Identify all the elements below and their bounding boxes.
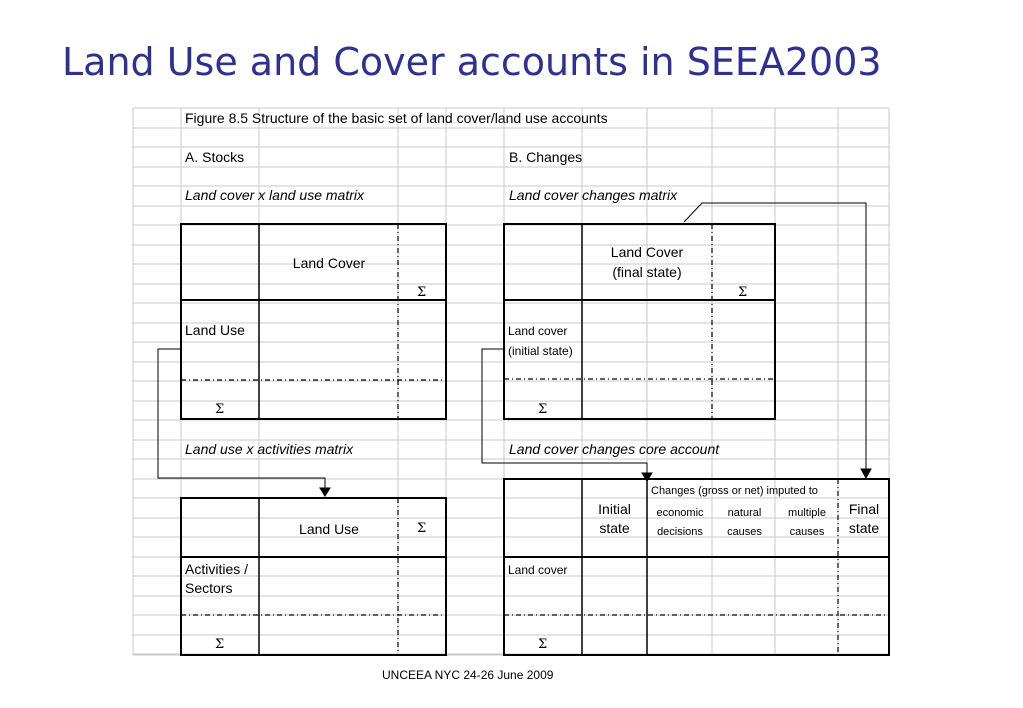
activities-row-header-1: Activities / [185,561,249,577]
stocks-row-sum: Σ [417,285,427,300]
core-sub-economic-2: decisions [657,526,703,538]
stocks-column-header: Land Cover [292,255,366,271]
stocks-row-header: Land Use [185,322,245,338]
core-account-title: Land cover changes core account [509,441,720,457]
core-initial-state-2: state [599,520,630,536]
changes-matrix-title: Land cover changes matrix [509,187,678,203]
changes-column-header-1: Land Cover [610,244,684,260]
stocks-column-sum: Σ [215,402,225,417]
activities-matrix-title: Land use x activities matrix [185,441,354,457]
core-row-header: Land cover [508,563,568,577]
core-initial-state-1: Initial [598,501,631,517]
activities-column-sum: Σ [215,637,225,652]
core-sub-economic-1: economic [656,507,704,519]
changes-row-header-2: (initial state) [508,344,573,358]
activities-row-header-2: Sectors [185,580,233,596]
core-final-state-1: Final [848,501,880,517]
core-sub-multiple-1: multiple [788,507,826,519]
arrow-head-activities [320,488,330,496]
arrow-head-final [861,469,871,478]
footer-text: UNCEEA NYC 24-26 June 2009 [382,668,554,682]
activities-column-header: Land Use [299,521,359,537]
core-final-state-2: state [848,520,880,536]
core-sub-natural-2: causes [727,526,762,538]
core-sub-multiple-2: causes [789,526,825,538]
core-sub-natural-1: natural [727,507,762,519]
changes-column-header-2: (final state) [612,264,682,280]
changes-row-sum: Σ [738,285,748,300]
core-column-sum: Σ [538,637,548,652]
section-a-label: A. Stocks [185,149,245,165]
section-b-label: B. Changes [509,149,583,165]
slide-title: Land Use and Cover accounts in SEEA2003 [62,40,882,84]
changes-column-sum: Σ [538,402,548,417]
stocks-matrix-title: Land cover x land use matrix [185,187,364,203]
figure-caption: Figure 8.5 Structure of the basic set of land cover/land use accounts [185,110,608,126]
activities-row-sum: Σ [417,521,427,536]
changes-row-header-1: Land cover [508,324,568,338]
core-changes-header: Changes (gross or net) imputed to [651,485,818,497]
